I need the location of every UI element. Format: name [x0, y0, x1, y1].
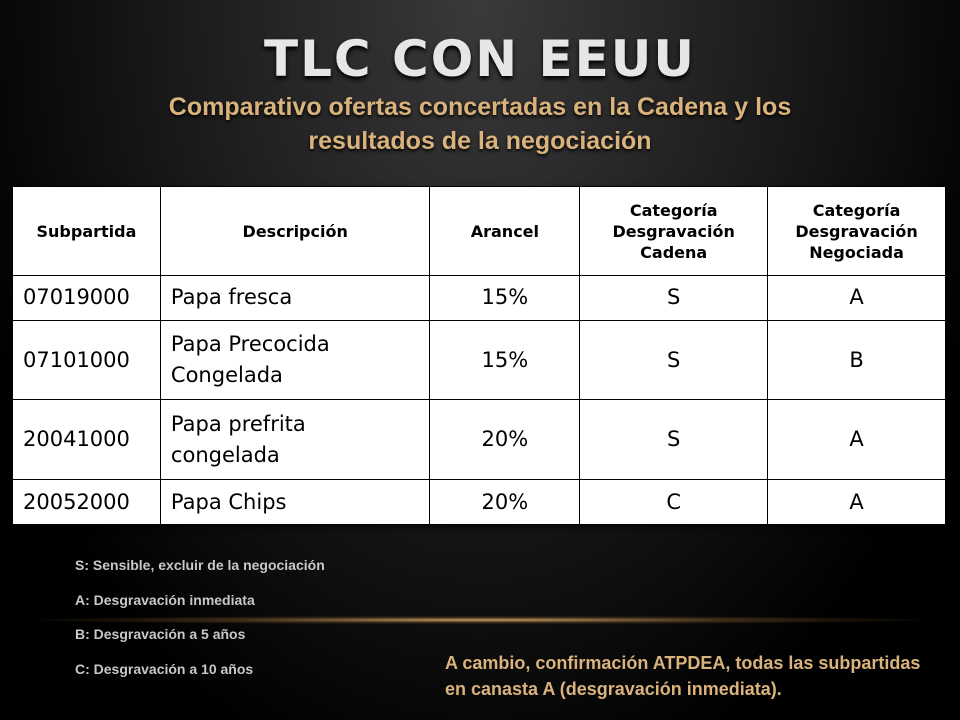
cell-categoria-cadena: S [580, 400, 768, 480]
header-descripcion: Descripción [160, 187, 430, 276]
cell-arancel: 15% [430, 276, 580, 321]
cell-categoria-negociada: B [768, 320, 946, 400]
cell-categoria-cadena: S [580, 320, 768, 400]
cell-subpartida: 07019000 [13, 276, 161, 321]
cell-categoria-negociada: A [768, 480, 946, 525]
header-categoria-cadena: Categoría Desgravación Cadena [580, 187, 768, 276]
slide-title: TLC CON EEUU [263, 30, 697, 88]
table-row [13, 320, 946, 400]
cell-subpartida: 20041000 [13, 400, 161, 480]
cell-categoria-negociada: A [768, 400, 946, 480]
table-row [13, 276, 946, 321]
cell-arancel: 15% [430, 320, 580, 400]
table-header-row [13, 187, 946, 276]
footnote: A cambio, confirmación ATPDEA, todas las subpartidas en canasta A (desgravación inmediata). [445, 653, 921, 699]
cell-categoria-cadena: S [580, 276, 768, 321]
cell-descripcion: Papa fresca [160, 276, 430, 321]
comparison-table-container [12, 186, 946, 525]
cell-subpartida: 20052000 [13, 480, 161, 525]
slide-subtitle: Comparativo ofertas concertadas en la Cadena y los resultados de la negociación [168, 93, 792, 155]
legend-item-s: S: Sensible, excluir de la negociación [75, 557, 325, 573]
category-legend [75, 556, 325, 694]
cell-descripcion: Papa Precocida Congelada [160, 320, 430, 400]
table-row [13, 480, 946, 525]
cell-subpartida: 07101000 [13, 320, 161, 400]
table-row [13, 400, 946, 480]
legend-item-c: C: Desgravación a 10 años [75, 660, 254, 677]
cell-arancel: 20% [430, 400, 580, 480]
cell-categoria-negociada: A [768, 276, 946, 321]
comparison-table [12, 186, 946, 525]
cell-descripcion: Papa Chips [160, 480, 430, 525]
header-subpartida: Subpartida [13, 187, 161, 276]
cell-descripcion: Papa prefrita congelada [160, 400, 430, 480]
header-categoria-negociada: Categoría Desgravación Negociada [768, 187, 946, 276]
legend-item-a: A: Desgravación inmediata [75, 591, 255, 608]
legend-item-b: B: Desgravación a 5 años [75, 626, 246, 642]
cell-categoria-cadena: C [580, 480, 768, 525]
cell-arancel: 20% [430, 480, 580, 525]
header-arancel: Arancel [430, 187, 580, 276]
